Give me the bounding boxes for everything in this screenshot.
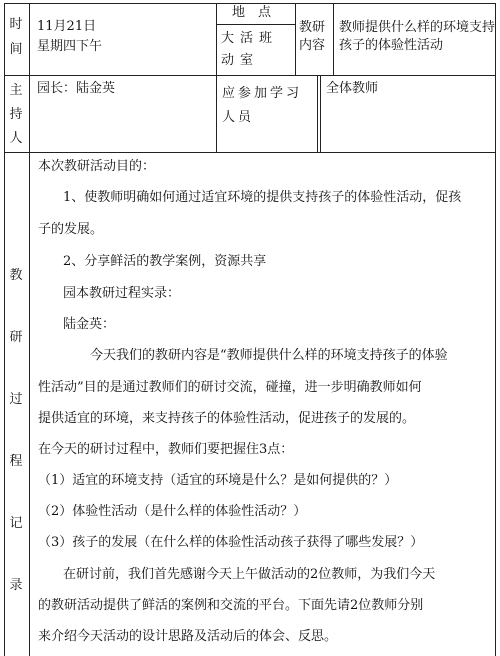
record-label-text: 教研过程记录 — [9, 268, 23, 593]
row2-divider — [4, 152, 496, 153]
table-border-left — [4, 3, 5, 656]
location-label: 地 点 — [232, 5, 272, 20]
host-value: 园长：陆金英 — [37, 81, 116, 96]
record-line-14: 在研讨前，我们首先感谢今天上午做活动的2位教师，为我们今天 — [63, 567, 436, 582]
label-column-divider — [29, 3, 30, 656]
record-line-2: 1、使教师明确如何通过适宜环境的提供支持孩子的体验性活动，促孩 — [63, 190, 462, 205]
record-line-8: 性活动”目的是通过教师们的研讨交流，碰撞，进一步明确教师如何 — [38, 380, 422, 395]
host-label-text: 主持人 — [9, 83, 23, 146]
time-label — [8, 12, 24, 62]
participants-label: 应参加学习人员 — [222, 86, 303, 125]
participants-value: 全体教师 — [326, 81, 379, 96]
row2-col-divider-b — [320, 75, 321, 152]
weekday-value: 星期四下午 — [37, 39, 103, 54]
row1-divider — [4, 75, 496, 76]
row2-col-divider-a — [317, 75, 318, 152]
location-divider — [216, 24, 295, 25]
record-line-1: 本次教研活动目的： — [38, 159, 156, 174]
row1-col-divider-a — [216, 3, 217, 152]
record-line-4: 2、分享鲜活的教学案例，资源共享 — [63, 254, 267, 269]
record-line-10: 在今天的研讨过程中，教师们要把握住3点： — [38, 442, 294, 457]
record-line-13: （3）孩子的发展（在什么样的体验性活动孩子获得了哪些发展？） — [38, 535, 424, 550]
record-line-16: 来介绍今天活动的设计思路及活动后的体会、反思。 — [38, 629, 338, 644]
table-border-right — [495, 3, 496, 656]
record-label — [8, 245, 24, 617]
row1-col-divider-c — [333, 3, 334, 75]
record-line-7: 今天我们的教研内容是“教师提供什么样的环境支持孩子的体验 — [90, 348, 448, 363]
date-value: 11月21日 — [37, 19, 97, 34]
record-line-12: （2）体验性活动（是什么样的体验性活动？） — [38, 504, 307, 519]
record-line-9: 提供适宜的环境，来支持孩子的体验性活动，促进孩子的发展的。 — [38, 411, 416, 426]
record-line-5: 园本教研过程实录： — [63, 286, 181, 301]
record-line-11: （1）适宜的环境支持（适宜的环境是什么？是如何提供的？） — [38, 473, 398, 488]
topic-label: 教研内容 — [299, 20, 326, 53]
record-line-15: 的教研活动提供了鲜活的案例和交流的平台。下面先请2位教师分别 — [38, 598, 424, 613]
location-value: 大活班动室 — [221, 31, 279, 68]
record-line-6: 陆金英： — [63, 317, 116, 332]
time-label-text: 时间 — [9, 17, 23, 57]
row1-col-divider-b — [295, 3, 296, 75]
record-line-3: 子的发展。 — [38, 222, 104, 237]
topic-value: 教师提供什么样的环境支持孩子的体验性活动 — [339, 20, 496, 53]
host-label — [8, 79, 24, 151]
